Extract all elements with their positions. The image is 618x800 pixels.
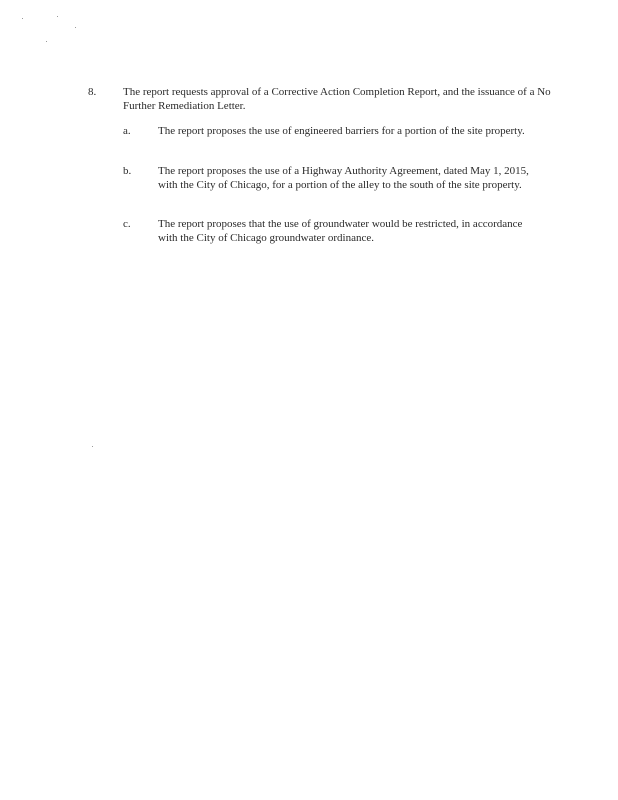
sub-item-text: The report proposes the use of a Highway Authority Agreement, dated May 1, 2015, with the City of Chicago, for a portion of the alley to the south of the site property. (158, 165, 529, 191)
item-text: The report requests approval of a Corrective Action Completion Report, and the issuance of a No Further Remediation Letter. (123, 86, 551, 112)
item-number: 8. (88, 86, 97, 98)
scan-speck (92, 446, 93, 447)
sub-item-letter: c. (123, 218, 131, 230)
sub-item-text: The report proposes the use of engineered barriers for a portion of the site property. (158, 125, 525, 137)
scan-speck (22, 18, 23, 19)
sub-item-letter: b. (123, 165, 132, 177)
sub-item-text: The report proposes that the use of groundwater would be restricted, in accordance with the City of Chicago groundwater ordinance. (158, 218, 523, 244)
scan-speck (46, 41, 47, 42)
sub-item-letter: a. (123, 125, 131, 137)
scan-speck (57, 16, 58, 17)
scan-speck (75, 27, 76, 28)
